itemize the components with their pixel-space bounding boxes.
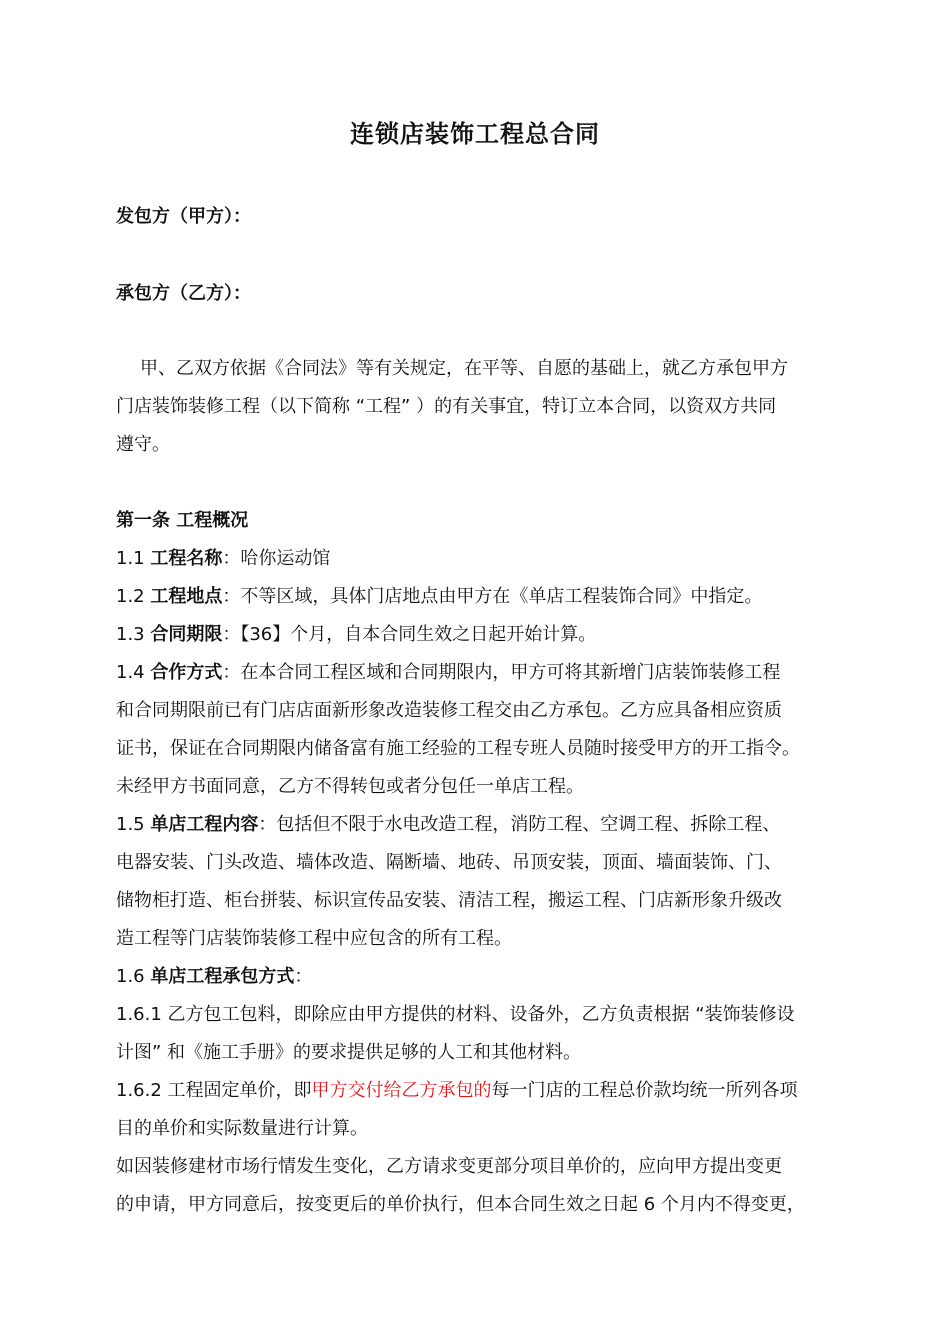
clause-text: 每一门店的工程总价款均统一所列各项 [491,1080,798,1101]
clause-1-6-1-line-1: 1.6.1 乙方包工包料，即除应由甲方提供的材料、设备外，乙方负责根据 “装饰装修设 [116,1004,795,1025]
clause-text: ：在本合同工程区域和合同期限内，甲方可将其新增门店装饰装修工程 [222,662,781,683]
clause-1-5-line-2: 电器安装、门头改造、墙体改造、隔断墙、地砖、吊顶安装，顶面、墙面装饰、门、 [116,852,782,873]
highlighted-text: 甲方交付给乙方承包的 [311,1080,492,1101]
clause-number: 1.5 [116,814,151,835]
clause-1-5 [116,811,841,839]
preamble-line-3: 遵守。 [116,434,170,455]
clause-number: 1.6 [116,966,151,987]
clause-1-4-line-3: 证书，保证在合同期限内储备富有施工经验的工程专班人员随时接受甲方的开工指令。 [116,738,800,759]
clause-number: 1.4 [116,662,151,683]
clause-1-6 [116,963,841,991]
clause-text: ：包括但不限于水电改造工程，消防工程、空调工程、拆除工程、 [258,814,781,835]
change-clause-line-2: 的申请，甲方同意后，按变更后的单价执行，但本合同生效之日起 6 个月内不得变更， [116,1194,805,1215]
clause-number: 1.1 [116,548,151,569]
change-clause-line-1: 如因装修建材市场行情发生变化，乙方请求变更部分项目单价的，应向甲方提出变更 [116,1156,782,1177]
clause-1-3 [116,621,841,649]
article-1-heading: 第一条 工程概况 [116,510,249,531]
clause-1-4-line-2: 和合同期限前已有门店店面新形象改造装修工程交由乙方承包。乙方应具备相应资质 [116,700,782,721]
clause-label: 工程名称 [150,548,223,569]
clause-1-5-line-3: 储物柜打造、柜台拼装、标识宣传品安装、清洁工程，搬运工程、门店新形象升级改 [116,890,782,911]
clause-1-4 [116,659,841,687]
document-title: 连锁店装饰工程总合同 [350,120,600,148]
party-b-label: 承包方（乙方）： [116,283,251,304]
clause-1-6-1-line-2: 计图” 和《施工手册》的要求提供足够的人工和其他材料。 [116,1042,582,1063]
clause-1-1 [116,545,841,573]
clause-text: 1.6.2 工程固定单价，即 [116,1080,312,1101]
clause-text: ：不等区域，具体门店地点由甲方在《单店工程装饰合同》中指定。 [222,586,763,607]
preamble-line-1: 甲、乙双方依据《合同法》等有关规定，在平等、自愿的基础上，就乙方承包甲方 [140,358,788,379]
clause-1-6-2 [116,1077,841,1105]
clause-number: 1.3 [116,624,151,645]
clause-label: 单店工程承包方式 [150,966,295,987]
clause-1-4-line-4: 未经甲方书面同意，乙方不得转包或者分包任一单店工程。 [116,776,584,797]
party-a-label: 发包方（甲方）： [116,206,251,227]
clause-1-5-line-4: 造工程等门店装饰装修工程中应包含的所有工程。 [116,928,512,949]
clause-1-6-2-line-2: 目的单价和实际数量进行计算。 [116,1118,368,1139]
clause-label: 合作方式 [150,662,223,683]
clause-text: ：哈你运动馆 [222,548,331,569]
clause-label: 工程地点 [150,586,223,607]
clause-text: ： [294,966,313,987]
clause-label: 合同期限 [150,624,223,645]
preamble-line-2: 门店装饰装修工程（以下简称 “工程” ）的有关事宜，特订立本合同，以资双方共同 [116,396,777,417]
clause-1-2 [116,583,841,611]
clause-label: 单店工程内容 [150,814,259,835]
clause-text: ：【36】个月，自本合同生效之日起开始计算。 [222,624,597,645]
clause-number: 1.2 [116,586,151,607]
